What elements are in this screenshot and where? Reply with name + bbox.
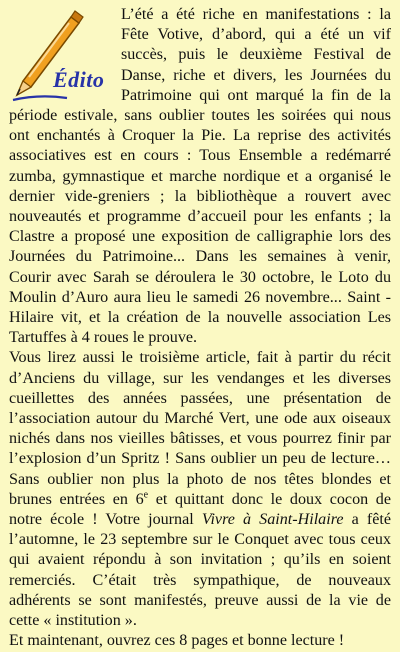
paragraph-1: L’été a été riche en manifestations : la Fête Votive, d’abord, qui a été un vif succès, puis le deuxième Festival de Danse, riche et divers, les Journées du Patrimoine qui ont marqué la fin de la période estivale, sans oublier toutes les soirées qui nous ont enchantés à Croquer la Pie. La reprise des activités associatives est en cours : Tous Ensemble a redémarré zumba, gymnastique et marche nordique et a organisé le dernier vide-greniers ; la bibliothèque a rouvert avec nouveautés et programme d’accueil pour les enfants ; la Clastre a proposé une exposition de calligraphie lors des Journées du Patrimoine... Dans les semaines à venir, Courir avec Sarah se déroulera le 30 octobre, le Loto du Moulin d’Auro aura lieu le samedi 26 novembre... Saint -Hilaire vit, et la création de la nouvelle association Les Tartuffes à 4 roues le prouve. — [9, 6, 391, 347]
paragraph-3: Et maintenant, ouvrez ces 8 pages et bonne lecture ! — [9, 632, 345, 650]
edito-title: Édito — [53, 67, 105, 92]
paragraph-2-part-3: a fêté l’automne, le 23 septembre sur le Conquet avec tous ceux qui avaient répondu à son invitation ; qu’ils en soient remerciés. C’était très sympathique, de nouveaux adhérents se sont manifestés, preuve aussi de la vie de cette « institution ». — [9, 511, 391, 630]
edito-logo — [9, 5, 115, 105]
paragraph-2-part-2: et quittant donc le doux cocon de notre école ! Votre journal — [9, 490, 391, 529]
ordinal-superscript: e — [143, 489, 149, 501]
paragraph-2 — [9, 348, 391, 631]
paragraph-2-part-1: Vous lirez aussi le troisième article, fait à partir du récit d’Anciens du village, sur les vendanges et les diverses cueillettes des années passées, une présentation de l’association autour du Marché Vert, une ode aux oiseaux nichés dans nos vieilles bâtisses, et vous pourrez finir par l’explosion d’un Spritz ! Sans oublier un peu de lecture… Sans oublier non plus la photo de nos têtes blondes et brunes entrées en 6 — [9, 349, 391, 508]
journal-title: Vivre à Saint-Hilaire — [201, 511, 344, 529]
